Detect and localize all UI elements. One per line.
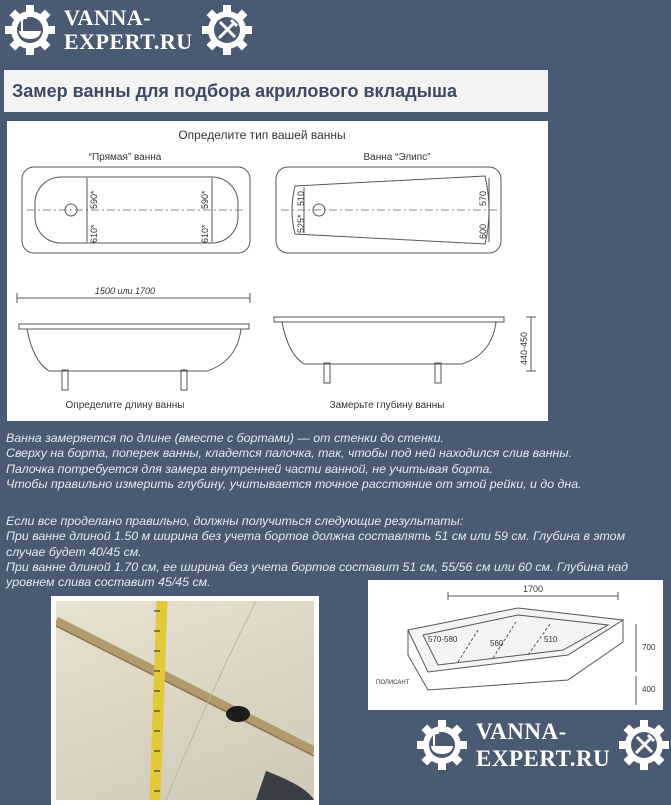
caption-length: Определите длину ванны [65, 400, 185, 411]
gear-tools-icon [618, 719, 670, 771]
straight-tub-top-view [22, 167, 250, 253]
logo-line-1: VANNA- [476, 719, 567, 744]
results-text [6, 514, 666, 590]
dim-590-left: 590* [89, 190, 99, 209]
page-title: Замер ванны для подбора акрилового вкладыша [12, 80, 458, 101]
instruction-line: Ванна замеряется по длине (вместе с бортами) — от стенки до стенки. [6, 431, 444, 445]
bathtub-type-diagram [7, 121, 548, 421]
title-bar [4, 70, 548, 112]
dim-610-right: 610* [200, 224, 210, 243]
measurement-photo [51, 596, 319, 805]
results-line: Если все проделано правильно, должны получиться следующие результаты: [6, 514, 464, 528]
instruction-line: Чтобы правильно измерить глубину, учитывается точное расстояние от этой рейки, и до дна. [6, 476, 582, 491]
dim-510-drawing: 510 [544, 635, 558, 644]
ellipse-tub-label: Ванна “Элипс” [363, 152, 431, 163]
gear-bathtub-icon [416, 719, 468, 771]
dim-570-580: 570-580 [428, 635, 458, 644]
instruction-line: Сверху на борта, поперек ванны, кладется палочка, так, чтобы под ней находился слив ванны. [6, 446, 572, 461]
photo-image [56, 601, 314, 800]
length-label: 1500 или 1700 [94, 286, 156, 296]
logo-text [476, 718, 610, 772]
results-line: При ванне длиной 1.70 см, ее ширина без учета бортов составит 51 см, 55/56 см или 60 см. Глубина над уровнем слива составит 45/45 см. [6, 559, 628, 590]
ellipse-tub-side-view [274, 317, 536, 383]
dim-1700: 1700 [522, 584, 544, 594]
ellipse-tub-top-view [276, 167, 501, 253]
dim-600: 600 [478, 223, 488, 239]
site-logo-top[interactable] [4, 4, 253, 56]
dim-560: 560 [490, 639, 504, 648]
tub-dimension-drawing [368, 580, 663, 710]
dim-610-left: 610* [89, 224, 99, 243]
caption-depth: Замерьте глубину ванны [329, 400, 445, 411]
gear-tools-icon [201, 4, 253, 56]
dim-570: 570 [478, 190, 488, 206]
dim-510: 510 [296, 190, 306, 206]
diagram-heading: Определите тип вашей ванны [178, 128, 346, 142]
results-line: При ванне длиной 1.50 м ширина без учета бортов должна составлять 51 см или 59 см. Глубина в этом случае будет 40/45 см. [6, 529, 626, 559]
depth-label: 440-450 [519, 331, 529, 365]
logo-line-1: VANNA- [64, 5, 151, 30]
straight-tub-side-view [17, 293, 250, 390]
logo-line-2: EXPERT.RU [64, 29, 193, 54]
logo-text [64, 6, 193, 54]
site-logo-bottom[interactable] [416, 718, 670, 772]
gear-bathtub-icon [4, 4, 56, 56]
dim-590-right: 590* [200, 190, 210, 209]
logo-line-2: EXPERT.RU [476, 746, 611, 771]
instructions-text [6, 431, 666, 492]
dim-700: 700 [642, 643, 656, 652]
straight-tub-label: “Прямая” ванна [88, 152, 162, 163]
instruction-line: Палочка потребуется для замера внутренней части ванной, не учитывая борта. [6, 461, 493, 476]
drawing-brand: ПОЛИСАНТ [376, 680, 410, 686]
dim-400: 400 [642, 685, 656, 694]
dim-525: 525* [296, 214, 306, 233]
